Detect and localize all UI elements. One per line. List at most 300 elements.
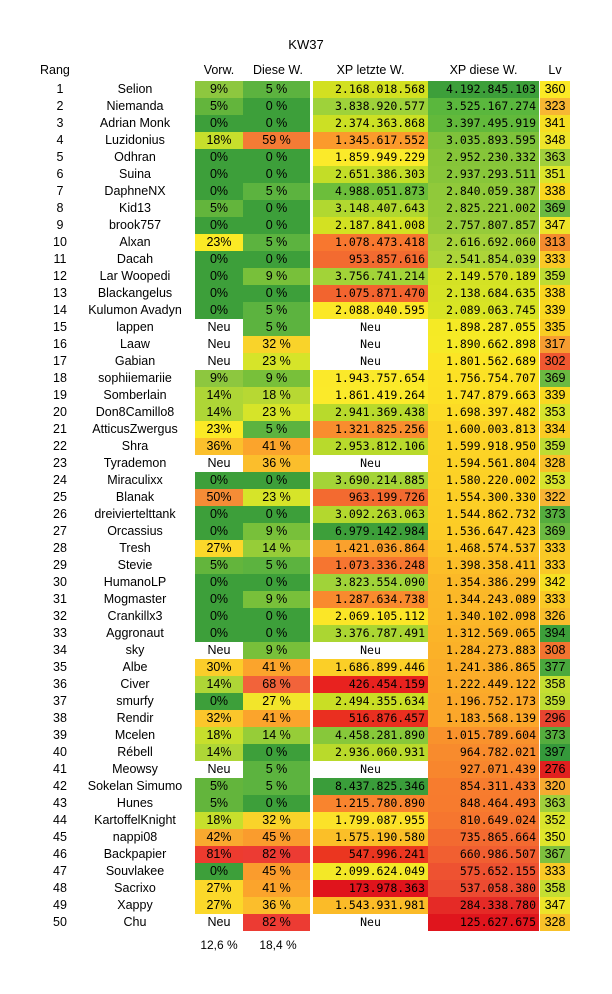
player-name-cell: Odhran: [114, 150, 156, 164]
player-name-cell: Lar Woopedi: [99, 269, 171, 283]
vorw-cell: 0%: [195, 608, 243, 625]
rank-cell: 6: [56, 167, 64, 181]
xp-diese-cell: 848.464.493: [428, 795, 539, 812]
xp-letzte-cell: 1.943.757.654: [313, 370, 428, 387]
rank-cell: 43: [53, 796, 67, 810]
xp-diese-cell: 2.138.684.635: [428, 285, 539, 302]
rank-cell: 36: [53, 677, 67, 691]
xp-diese-cell: 1.312.569.065: [428, 625, 539, 642]
rank-cell: 28: [53, 541, 67, 555]
diese-cell: 59 %: [243, 132, 310, 149]
level-cell: 333: [540, 540, 570, 557]
diese-cell: 0 %: [243, 795, 310, 812]
level-cell: 276: [540, 761, 570, 778]
rank-cell: 33: [53, 626, 67, 640]
xp-letzte-cell: 3.376.787.491: [313, 625, 428, 642]
level-cell: 397: [540, 744, 570, 761]
xp-letzte-cell: Neu: [313, 353, 428, 370]
level-cell: 328: [540, 455, 570, 472]
rank-cell: 1: [56, 82, 64, 96]
vorw-cell: Neu: [195, 319, 243, 336]
table-row: [0, 761, 612, 778]
rank-cell: 40: [53, 745, 67, 759]
table-row: [0, 268, 612, 285]
player-name-cell: Niemanda: [106, 99, 164, 113]
vorw-cell: 14%: [195, 744, 243, 761]
table-row: [0, 302, 612, 319]
level-cell: 348: [540, 132, 570, 149]
diese-cell: 0 %: [243, 506, 310, 523]
table-row: [0, 795, 612, 812]
level-cell: 373: [540, 506, 570, 523]
rank-cell: 7: [56, 184, 64, 198]
level-cell: 333: [540, 557, 570, 574]
xp-diese-cell: 1.354.386.299: [428, 574, 539, 591]
diese-cell: 82 %: [243, 846, 310, 863]
rank-cell: 30: [53, 575, 67, 589]
xp-letzte-cell: 6.979.142.984: [313, 523, 428, 540]
diese-cell: 32 %: [243, 812, 310, 829]
diese-cell: 0 %: [243, 98, 310, 115]
level-cell: 394: [540, 625, 570, 642]
rank-cell: 26: [53, 507, 67, 521]
table-row: [0, 387, 612, 404]
vorw-cell: 42%: [195, 829, 243, 846]
diese-cell: 5 %: [243, 778, 310, 795]
vorw-cell: 18%: [195, 727, 243, 744]
player-name-cell: Alxan: [119, 235, 151, 249]
xp-diese-cell: 537.058.380: [428, 880, 539, 897]
xp-diese-cell: 2.952.230.332: [428, 149, 539, 166]
rank-cell: 47: [53, 864, 67, 878]
vorw-cell: Neu: [195, 336, 243, 353]
xp-letzte-cell: 2.088.040.595: [313, 302, 428, 319]
xp-diese-cell: 2.541.854.039: [428, 251, 539, 268]
player-name-cell: Blackangelus: [97, 286, 173, 300]
xp-diese-cell: 1.222.449.122: [428, 676, 539, 693]
vorw-cell: 0%: [195, 183, 243, 200]
player-name-cell: Civer: [120, 677, 150, 691]
table-row: [0, 863, 612, 880]
table-row: [0, 778, 612, 795]
xp-letzte-cell: 2.187.841.008: [313, 217, 428, 234]
player-name-cell: lappen: [116, 320, 154, 334]
xp-diese-cell: 575.652.155: [428, 863, 539, 880]
table-row: [0, 625, 612, 642]
player-name-cell: Hunes: [116, 796, 154, 810]
footer-diese-average: 18,4 %: [259, 938, 297, 952]
xp-diese-cell: 1.890.662.898: [428, 336, 539, 353]
level-cell: 363: [540, 149, 570, 166]
level-cell: 339: [540, 387, 570, 404]
table-row: [0, 829, 612, 846]
xp-diese-cell: 1.015.789.604: [428, 727, 539, 744]
level-cell: 369: [540, 370, 570, 387]
player-name-cell: Luzidonius: [105, 133, 165, 147]
table-row: [0, 897, 612, 914]
player-name-cell: Albe: [122, 660, 148, 674]
xp-letzte-cell: 1.321.825.256: [313, 421, 428, 438]
vorw-cell: Neu: [195, 914, 243, 931]
level-cell: 339: [540, 302, 570, 319]
rank-cell: 35: [53, 660, 67, 674]
diese-cell: 0 %: [243, 744, 310, 761]
vorw-cell: 27%: [195, 540, 243, 557]
vorw-cell: 9%: [195, 81, 243, 98]
level-cell: 313: [540, 234, 570, 251]
xp-diese-cell: 2.089.063.745: [428, 302, 539, 319]
xp-diese-cell: 927.071.439: [428, 761, 539, 778]
rank-cell: 49: [53, 898, 67, 912]
xp-diese-cell: 1.599.918.950: [428, 438, 539, 455]
player-name-cell: Chu: [123, 915, 147, 929]
player-name-cell: Backpapier: [103, 847, 167, 861]
diese-cell: 5 %: [243, 81, 310, 98]
player-name-cell: Orcassius: [107, 524, 163, 538]
xp-letzte-cell: Neu: [313, 914, 428, 931]
table-row: [0, 421, 612, 438]
rank-cell: 31: [53, 592, 67, 606]
xp-diese-cell: 964.782.021: [428, 744, 539, 761]
xp-diese-cell: 1.241.386.865: [428, 659, 539, 676]
rank-cell: 15: [53, 320, 67, 334]
player-name-cell: Meowsy: [112, 762, 158, 776]
vorw-cell: Neu: [195, 455, 243, 472]
xp-diese-cell: 1.536.647.423: [428, 523, 539, 540]
table-row: [0, 98, 612, 115]
vorw-cell: 0%: [195, 591, 243, 608]
table-row: [0, 115, 612, 132]
rank-cell: 45: [53, 830, 67, 844]
table-row: [0, 812, 612, 829]
player-name-cell: Laaw: [120, 337, 150, 351]
header-xp-letzte: XP letzte W.: [336, 63, 405, 77]
player-name-cell: Crankillx3: [107, 609, 163, 623]
diese-cell: 9 %: [243, 642, 310, 659]
xp-letzte-cell: 3.092.263.063: [313, 506, 428, 523]
vorw-cell: 5%: [195, 98, 243, 115]
level-cell: 352: [540, 812, 570, 829]
level-cell: 360: [540, 81, 570, 98]
player-name-cell: Dacah: [116, 252, 154, 266]
table-row: [0, 251, 612, 268]
vorw-cell: 0%: [195, 523, 243, 540]
level-cell: 333: [540, 251, 570, 268]
diese-cell: 45 %: [243, 829, 310, 846]
vorw-cell: 0%: [195, 217, 243, 234]
header-rang: Rang: [40, 63, 70, 77]
vorw-cell: 18%: [195, 812, 243, 829]
rank-cell: 19: [53, 388, 67, 402]
vorw-cell: 0%: [195, 302, 243, 319]
rank-cell: 27: [53, 524, 67, 538]
player-name-cell: Rendir: [116, 711, 154, 725]
xp-diese-cell: 2.757.807.857: [428, 217, 539, 234]
table-row: [0, 200, 612, 217]
table-row: [0, 285, 612, 302]
table-row: [0, 183, 612, 200]
header-lv: Lv: [548, 63, 562, 77]
xp-letzte-cell: 1.575.190.580: [313, 829, 428, 846]
rank-cell: 37: [53, 694, 67, 708]
rank-cell: 25: [53, 490, 67, 504]
xp-letzte-cell: 1.686.899.446: [313, 659, 428, 676]
xp-letzte-cell: 3.690.214.885: [313, 472, 428, 489]
level-cell: 350: [540, 829, 570, 846]
rank-cell: 48: [53, 881, 67, 895]
rank-cell: 20: [53, 405, 67, 419]
diese-cell: 82 %: [243, 914, 310, 931]
table-row: [0, 744, 612, 761]
player-name-cell: Tyrademon: [103, 456, 167, 470]
vorw-cell: 50%: [195, 489, 243, 506]
xp-diese-cell: 1.756.754.707: [428, 370, 539, 387]
player-name-cell: nappi08: [112, 830, 158, 844]
level-cell: 296: [540, 710, 570, 727]
xp-diese-cell: 284.338.780: [428, 897, 539, 914]
player-name-cell: Blanak: [115, 490, 155, 504]
rank-cell: 44: [53, 813, 67, 827]
xp-letzte-cell: 2.953.812.106: [313, 438, 428, 455]
xp-diese-cell: 1.594.561.804: [428, 455, 539, 472]
xp-diese-cell: 1.340.102.098: [428, 608, 539, 625]
player-name-cell: Mogmaster: [103, 592, 167, 606]
table-row: [0, 540, 612, 557]
rank-cell: 4: [56, 133, 64, 147]
xp-diese-cell: 1.698.397.482: [428, 404, 539, 421]
xp-diese-cell: 854.311.433: [428, 778, 539, 795]
xp-letzte-cell: 3.838.920.577: [313, 98, 428, 115]
player-name-cell: Mcelen: [114, 728, 156, 742]
vorw-cell: 0%: [195, 149, 243, 166]
rank-cell: 34: [53, 643, 67, 657]
level-cell: 363: [540, 795, 570, 812]
table-row: [0, 319, 612, 336]
xp-diese-cell: 125.627.675: [428, 914, 539, 931]
xp-letzte-cell: 3.823.554.090: [313, 574, 428, 591]
vorw-cell: 5%: [195, 200, 243, 217]
xp-letzte-cell: 2.168.018.568: [313, 81, 428, 98]
rank-cell: 39: [53, 728, 67, 742]
xp-diese-cell: 1.196.752.173: [428, 693, 539, 710]
vorw-cell: 0%: [195, 251, 243, 268]
diese-cell: 41 %: [243, 880, 310, 897]
table-row: [0, 693, 612, 710]
xp-letzte-cell: 1.799.087.955: [313, 812, 428, 829]
table-row: [0, 132, 612, 149]
player-name-cell: Miraculixx: [107, 473, 163, 487]
xp-letzte-cell: 1.543.931.981: [313, 897, 428, 914]
vorw-cell: 5%: [195, 778, 243, 795]
player-name-cell: Shra: [121, 439, 149, 453]
table-row: [0, 846, 612, 863]
player-name-cell: Sacrixo: [114, 881, 156, 895]
xp-diese-cell: 660.986.507: [428, 846, 539, 863]
vorw-cell: 5%: [195, 557, 243, 574]
level-cell: 342: [540, 574, 570, 591]
xp-letzte-cell: 1.078.473.418: [313, 234, 428, 251]
footer-vorw-average: 12,6 %: [200, 938, 238, 952]
page-title: KW37: [288, 37, 324, 52]
level-cell: 353: [540, 472, 570, 489]
xp-diese-cell: 2.825.221.002: [428, 200, 539, 217]
vorw-cell: Neu: [195, 353, 243, 370]
rank-cell: 38: [53, 711, 67, 725]
xp-diese-cell: 735.865.664: [428, 829, 539, 846]
level-cell: 369: [540, 200, 570, 217]
diese-cell: 5 %: [243, 319, 310, 336]
xp-letzte-cell: Neu: [313, 319, 428, 336]
player-name-cell: Somberlain: [103, 388, 167, 402]
player-name-cell: Selion: [117, 82, 153, 96]
level-cell: 335: [540, 319, 570, 336]
rank-cell: 18: [53, 371, 67, 385]
xp-letzte-cell: 2.941.369.438: [313, 404, 428, 421]
diese-cell: 14 %: [243, 727, 310, 744]
diese-cell: 14 %: [243, 540, 310, 557]
diese-cell: 36 %: [243, 455, 310, 472]
player-name-cell: sophiiemariie: [98, 371, 172, 385]
player-name-cell: Sokelan Simumo: [87, 779, 183, 793]
footer-row: [0, 938, 612, 954]
xp-letzte-cell: Neu: [313, 455, 428, 472]
diese-cell: 0 %: [243, 115, 310, 132]
vorw-cell: 30%: [195, 659, 243, 676]
xp-diese-cell: 1.747.879.663: [428, 387, 539, 404]
xp-letzte-cell: 547.996.241: [313, 846, 428, 863]
diese-cell: 5 %: [243, 302, 310, 319]
level-cell: 359: [540, 268, 570, 285]
player-name-cell: HumanoLP: [103, 575, 167, 589]
player-name-cell: brook757: [108, 218, 162, 232]
diese-cell: 0 %: [243, 625, 310, 642]
player-name-cell: Adrian Monk: [99, 116, 171, 130]
vorw-cell: 0%: [195, 115, 243, 132]
xp-diese-cell: 810.649.024: [428, 812, 539, 829]
level-cell: 338: [540, 183, 570, 200]
diese-cell: 32 %: [243, 336, 310, 353]
table-row: [0, 438, 612, 455]
player-name-cell: Kulumon Avadyn: [88, 303, 182, 317]
vorw-cell: 14%: [195, 387, 243, 404]
diese-cell: 68 %: [243, 676, 310, 693]
xp-letzte-cell: 1.421.036.864: [313, 540, 428, 557]
rank-cell: 3: [56, 116, 64, 130]
player-name-cell: AtticusZwergus: [92, 422, 178, 436]
table-row: [0, 574, 612, 591]
player-name-cell: Tresh: [119, 541, 151, 555]
table-row: [0, 166, 612, 183]
level-cell: 367: [540, 846, 570, 863]
rank-cell: 16: [53, 337, 67, 351]
rank-cell: 8: [56, 201, 64, 215]
level-cell: 322: [540, 489, 570, 506]
vorw-cell: 9%: [195, 370, 243, 387]
xp-letzte-cell: 2.494.355.634: [313, 693, 428, 710]
diese-cell: 5 %: [243, 557, 310, 574]
table-row: [0, 149, 612, 166]
rank-cell: 5: [56, 150, 64, 164]
player-name-cell: Gabian: [114, 354, 156, 368]
level-cell: 302: [540, 353, 570, 370]
vorw-cell: 36%: [195, 438, 243, 455]
xp-diese-cell: 1.600.003.813: [428, 421, 539, 438]
xp-letzte-cell: 516.876.457: [313, 710, 428, 727]
diese-cell: 0 %: [243, 217, 310, 234]
player-name-cell: Stevie: [117, 558, 153, 572]
table-row: [0, 353, 612, 370]
vorw-cell: 27%: [195, 897, 243, 914]
diese-cell: 0 %: [243, 166, 310, 183]
table-row: [0, 506, 612, 523]
xp-diese-cell: 1.554.300.330: [428, 489, 539, 506]
level-cell: 359: [540, 693, 570, 710]
diese-cell: 23 %: [243, 404, 310, 421]
diese-cell: 0 %: [243, 574, 310, 591]
diese-cell: 9 %: [243, 591, 310, 608]
player-name-cell: Don8Camillo8: [95, 405, 175, 419]
xp-letzte-cell: 1.073.336.248: [313, 557, 428, 574]
table-row: [0, 727, 612, 744]
vorw-cell: 18%: [195, 132, 243, 149]
level-cell: 333: [540, 591, 570, 608]
rank-cell: 46: [53, 847, 67, 861]
vorw-cell: 0%: [195, 863, 243, 880]
diese-cell: 5 %: [243, 421, 310, 438]
player-name-cell: Rébell: [117, 745, 153, 759]
xp-letzte-cell: 1.859.949.229: [313, 149, 428, 166]
diese-cell: 0 %: [243, 149, 310, 166]
table-row: [0, 404, 612, 421]
level-cell: 333: [540, 863, 570, 880]
xp-diese-cell: 2.840.059.387: [428, 183, 539, 200]
level-cell: 358: [540, 880, 570, 897]
diese-cell: 5 %: [243, 761, 310, 778]
diese-cell: 23 %: [243, 489, 310, 506]
table-row: [0, 642, 612, 659]
xp-diese-cell: 2.616.692.060: [428, 234, 539, 251]
xp-diese-cell: 1.398.358.411: [428, 557, 539, 574]
rank-cell: 21: [53, 422, 67, 436]
level-cell: 347: [540, 897, 570, 914]
table-row: [0, 234, 612, 251]
xp-letzte-cell: 2.099.624.049: [313, 863, 428, 880]
level-cell: 341: [540, 115, 570, 132]
rank-cell: 10: [53, 235, 67, 249]
level-cell: 323: [540, 98, 570, 115]
table-row: [0, 710, 612, 727]
xp-letzte-cell: 2.651.386.303: [313, 166, 428, 183]
diese-cell: 23 %: [243, 353, 310, 370]
xp-diese-cell: 3.397.495.919: [428, 115, 539, 132]
vorw-cell: 27%: [195, 880, 243, 897]
rank-cell: 9: [56, 218, 64, 232]
table-row: [0, 336, 612, 353]
table-row: [0, 523, 612, 540]
rank-cell: 13: [53, 286, 67, 300]
rank-cell: 24: [53, 473, 67, 487]
player-name-cell: DaphneNX: [104, 184, 166, 198]
rank-cell: 42: [53, 779, 67, 793]
player-name-cell: Aggronaut: [106, 626, 164, 640]
level-cell: 328: [540, 914, 570, 931]
xp-letzte-cell: 4.458.281.890: [313, 727, 428, 744]
vorw-cell: 81%: [195, 846, 243, 863]
xp-letzte-cell: 1.861.419.264: [313, 387, 428, 404]
xp-diese-cell: 1.183.568.139: [428, 710, 539, 727]
xp-diese-cell: 1.284.273.883: [428, 642, 539, 659]
xp-letzte-cell: 953.857.616: [313, 251, 428, 268]
